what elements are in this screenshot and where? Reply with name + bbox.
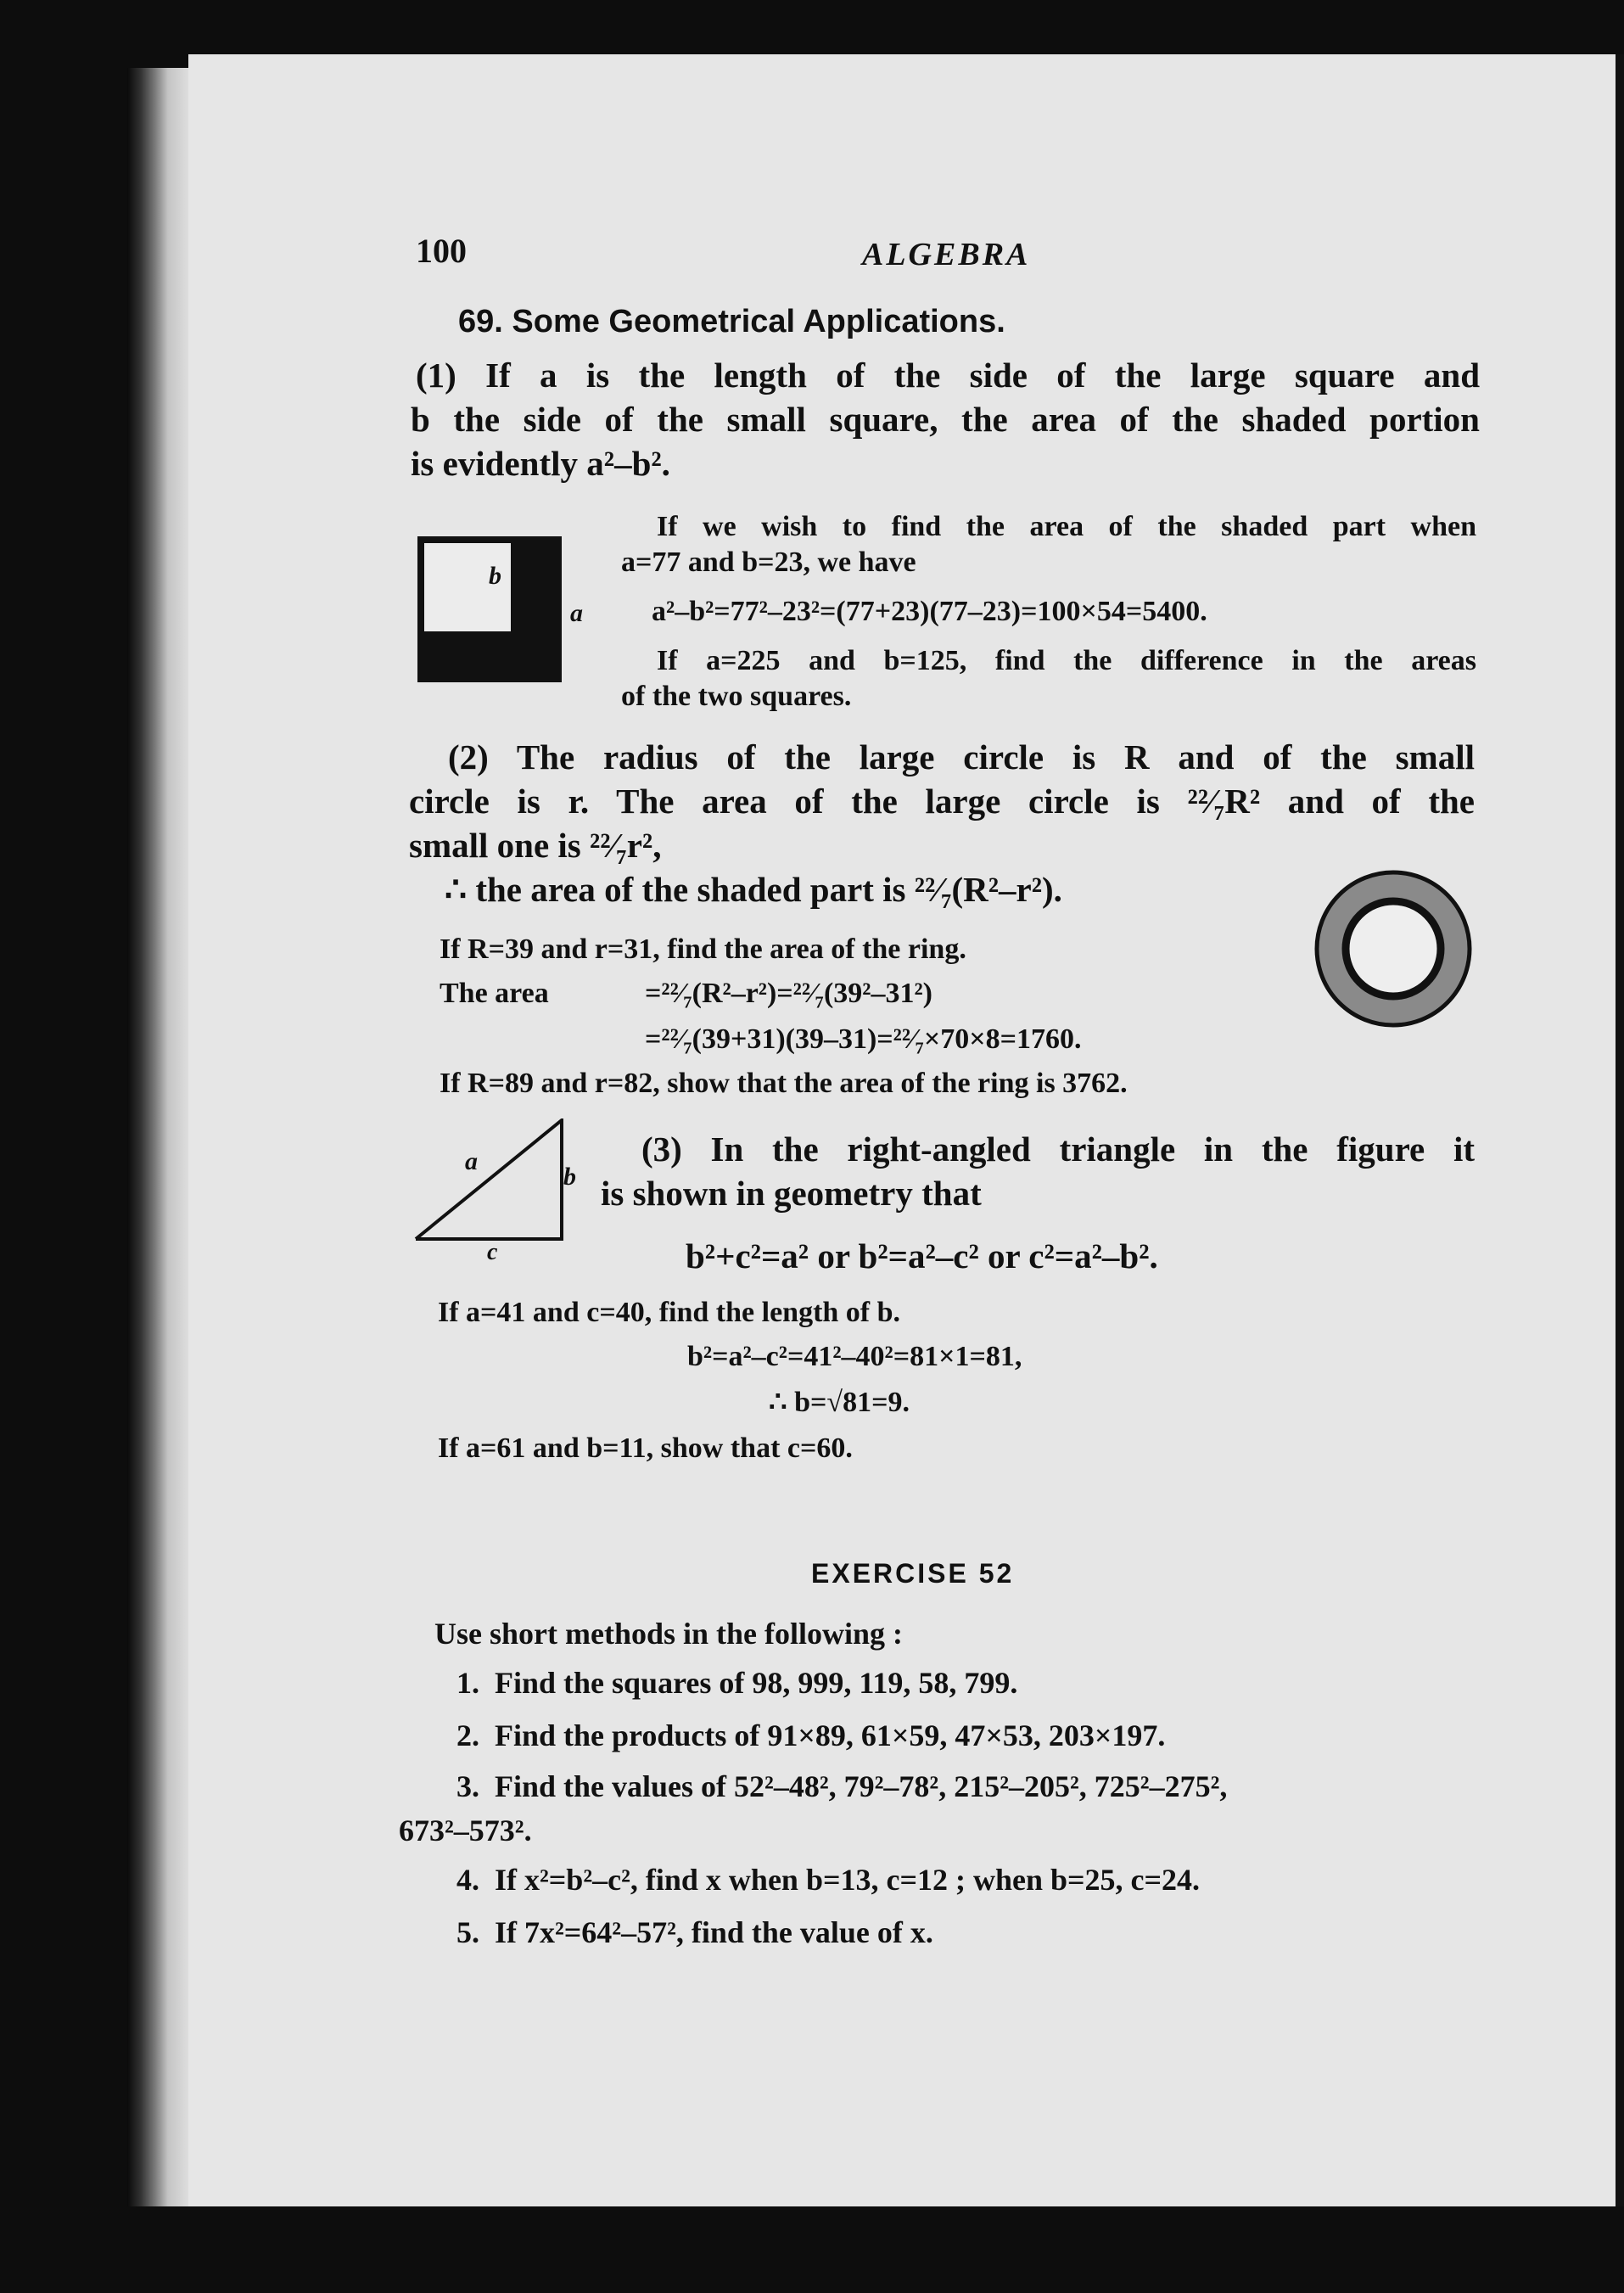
- exercise-item-number: 2.: [456, 1718, 479, 1752]
- tri-line-3: ∴ b=√81=9.: [769, 1387, 910, 1418]
- running-head: ALGEBRA: [862, 237, 1031, 272]
- ring-line-5: If R=89 and r=82, show that the area of the ring is 3762.: [440, 1068, 1128, 1099]
- ring-line-2: The area: [440, 978, 549, 1009]
- ring-line-3: =²²⁄₇(R²–r²)=²²⁄₇(39²–31²): [645, 978, 932, 1009]
- square-label-b: b: [489, 562, 501, 590]
- exercise-item-4: [456, 1862, 1200, 1898]
- right-triangle: [416, 1120, 562, 1239]
- exercise-item-1: [456, 1665, 1017, 1701]
- section-number: 69.: [458, 304, 503, 339]
- tri-line-1: If a=41 and c=40, find the length of b.: [438, 1297, 901, 1328]
- exercise-item-3-continuation: 673²–573².: [399, 1814, 532, 1847]
- squares-figure: [416, 535, 585, 687]
- square-note-line-3: a²–b²=77²–23²=(77+23)(77–23)=100×54=5400.: [652, 596, 1207, 627]
- exercise-intro: Use short methods in the following :: [434, 1617, 904, 1651]
- triangle-label-a: a: [465, 1147, 478, 1175]
- p2-line-2: circle is r. The area of the large circle is ²²⁄₇R² and of the: [409, 782, 1475, 821]
- page-edge-shadow: [1616, 54, 1624, 2206]
- exercise-item-text: Find the products of 91×89, 61×59, 47×53, 203×197.: [495, 1718, 1166, 1752]
- p3-line-2: is shown in geometry that: [601, 1174, 982, 1213]
- exercise-item-2: [456, 1718, 1165, 1753]
- exercise-item-text: Find the values of 52²–48², 79²–78², 215²–205², 725²–275²,: [495, 1769, 1228, 1803]
- exercise-item-number: 5.: [456, 1915, 479, 1949]
- exercise-item-text: If 7x²=64²–57², find the value of x.: [495, 1915, 933, 1949]
- square-note-line-1: If we wish to find the area of the shaded part when: [657, 511, 1476, 542]
- p2-line-3: small one is ²²⁄₇r²,: [409, 826, 662, 865]
- triangle-label-b: b: [563, 1163, 576, 1191]
- ring-line-1: If R=39 and r=31, find the area of the ring.: [440, 933, 966, 965]
- p1-line-1: (1) If a is the length of the side of the large square and: [416, 356, 1480, 395]
- square-label-a: a: [570, 599, 583, 627]
- triangle-figure: [412, 1118, 565, 1254]
- square-note-line-2: a=77 and b=23, we have: [621, 547, 916, 578]
- square-note-line-4: If a=225 and b=125, find the difference in the areas: [657, 645, 1476, 676]
- p2-line-4: ∴ the area of the shaded part is ²²⁄₇(R²–r²).: [445, 870, 1062, 909]
- exercise-item-number: 3.: [456, 1769, 479, 1803]
- p3-line-1: (3) In the right-angled triangle in the figure it: [641, 1130, 1475, 1169]
- triangle-label-c: c: [487, 1239, 498, 1265]
- exercise-item-5: [456, 1915, 933, 1950]
- p1-line-2: b the side of the small square, the area of the shaded portion: [411, 400, 1480, 439]
- exercise-item-text: If x²=b²–c², find x when b=13, c=12 ; when b=25, c=24.: [495, 1863, 1201, 1897]
- square-note-line-5: of the two squares.: [621, 681, 852, 712]
- exercise-item-number: 1.: [456, 1666, 479, 1700]
- p1-line-3: is evidently a²–b².: [411, 444, 670, 483]
- page-number: 100: [416, 232, 467, 270]
- section-heading: [458, 304, 1005, 340]
- exercise-item-number: 4.: [456, 1863, 479, 1897]
- p3-line-3: b²+c²=a² or b²=a²–c² or c²=a²–b².: [686, 1236, 1158, 1275]
- exercise-title: EXERCISE 52: [811, 1558, 1015, 1589]
- small-circle: [1346, 901, 1441, 996]
- ring-figure: [1310, 866, 1480, 1035]
- p2-line-1: (2) The radius of the large circle is R and of the small: [448, 737, 1475, 776]
- exercise-item-text: Find the squares of 98, 999, 119, 58, 799.: [495, 1666, 1018, 1700]
- tri-line-2: b²=a²–c²=41²–40²=81×1=81,: [687, 1341, 1022, 1372]
- tri-line-4: If a=61 and b=11, show that c=60.: [438, 1432, 853, 1464]
- book-binding-shadow: [127, 68, 195, 2206]
- section-title: Some Geometrical Applications.: [512, 304, 1005, 339]
- ring-line-4: =²²⁄₇(39+31)(39–31)=²²⁄₇×70×8=1760.: [645, 1023, 1082, 1055]
- exercise-item-3: [456, 1769, 1227, 1804]
